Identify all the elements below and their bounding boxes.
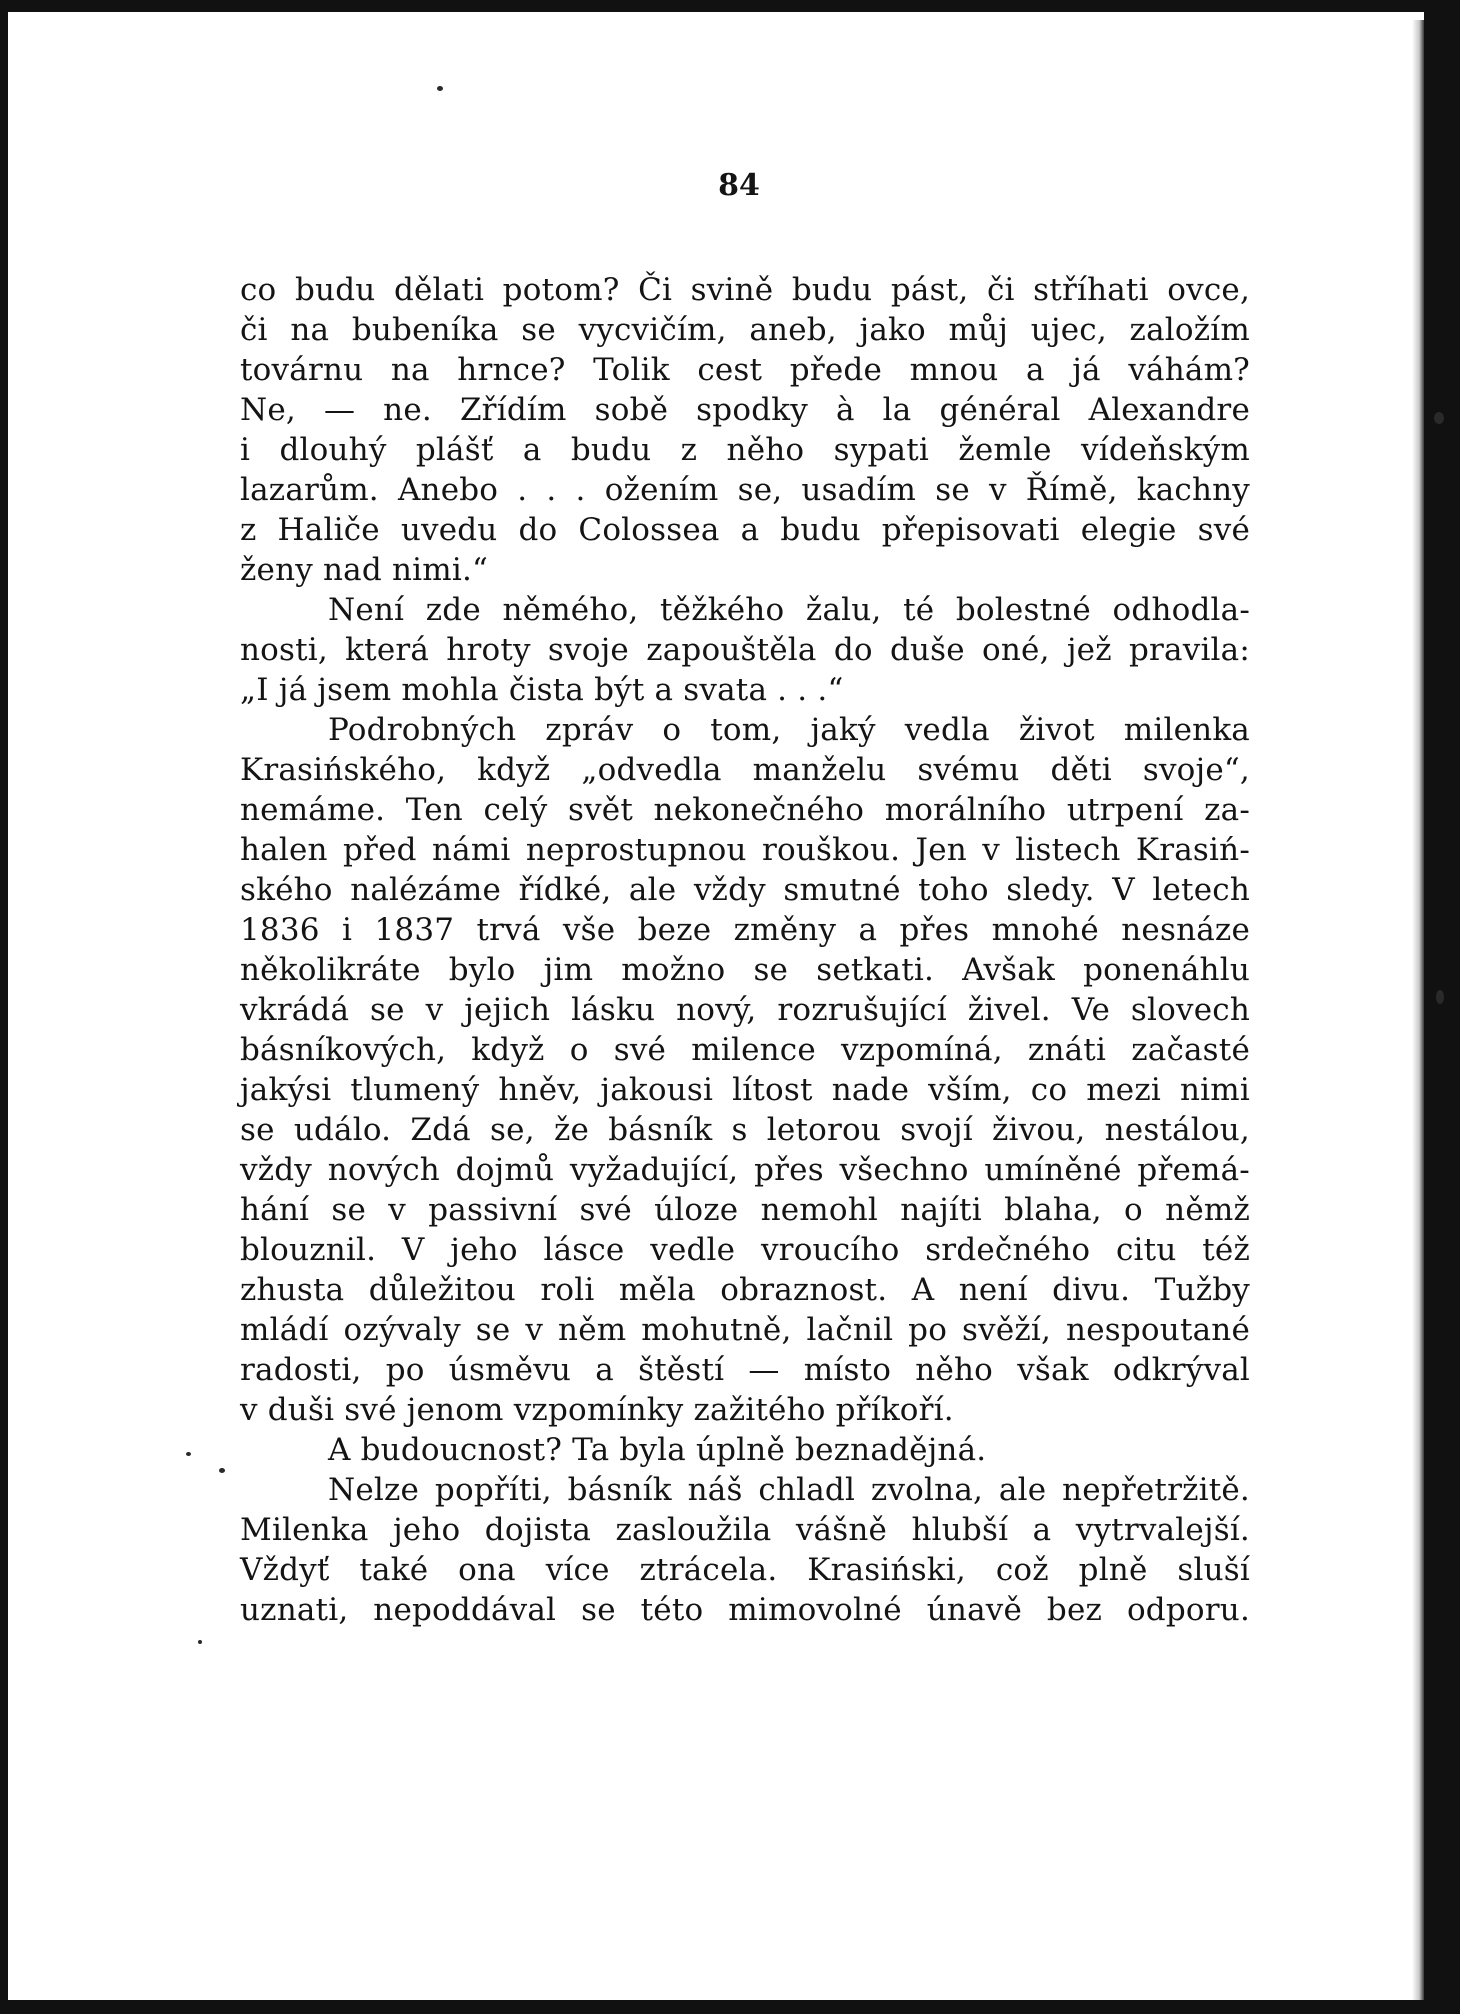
text-line: co budu dělati potom? Či svině budu pást, či stříhati ovce,: [240, 272, 1250, 308]
text-line: i dlouhý plášť a budu z něho sypati žemle vídeňským: [240, 432, 1250, 468]
scan-border-right: [1424, 0, 1460, 2014]
text-line: nosti, která hroty svoje zapouštěla do duše oné, jež pravila:: [240, 632, 1250, 668]
text-line: ského nalézáme řídké, ale vždy smutné toho sledy. V letech: [240, 872, 1250, 908]
text-line: Vždyť také ona více ztrácela. Krasiński, což plně sluší: [240, 1552, 1250, 1588]
scan-border-bottom: [0, 2000, 1460, 2014]
text-line: mládí ozývaly se v něm mohutně, lačnil po svěží, nespoutané: [240, 1312, 1250, 1348]
scan-speck: [186, 1452, 191, 1456]
text-line: několikráte bylo jim možno se setkati. Avšak ponenáhlu: [240, 952, 1250, 988]
text-line: Krasińského, když „odvedla manželu svému děti svoje“,: [240, 752, 1250, 788]
text-line: Ne, — ne. Zřídím sobě spodky à la général Alexandre: [240, 392, 1250, 428]
text-line: Není zde němého, těžkého žalu, té bolestné odhodla-: [328, 592, 1250, 628]
text-line: zhusta důležitou roli měla obraznost. A není divu. Tužby: [240, 1272, 1250, 1308]
text-line: lazarům. Anebo . . . ožením se, usadím se v Římě, kachny: [240, 472, 1250, 508]
text-line: hání se v passivní své úloze nemohl najíti blaha, o němž: [240, 1192, 1250, 1228]
text-line: „I já jsem mohla čista být a svata . . .“: [240, 672, 844, 708]
text-line: z Haliče uvedu do Colossea a budu přepisovati elegie své: [240, 512, 1250, 548]
scan-speck: [219, 1468, 225, 1473]
text-line: či na bubeníka se vycvičím, aneb, jako můj ujec, založím: [240, 312, 1250, 348]
text-line: vždy nových dojmů vyžadující, přes všechno umíněné přemá-: [240, 1152, 1250, 1188]
scan-border-left: [0, 0, 8, 2014]
text-line: jakýsi tlumený hněv, jakousi lítost nade vším, co mezi nimi: [240, 1072, 1250, 1108]
text-line: 1836 i 1837 trvá vše beze změny a přes mnohé nesnáze: [240, 912, 1250, 948]
text-line: A budoucnost? Ta byla úplně beznadějná.: [328, 1432, 987, 1468]
text-line: Nelze popříti, básník náš chladl zvolna, ale nepřetržitě.: [328, 1472, 1250, 1508]
scan-speck: [437, 86, 443, 91]
text-line: vkrádá se v jejich lásku nový, rozrušující živel. Ve slovech: [240, 992, 1250, 1028]
text-line: se událo. Zdá se, že básník s letorou svojí živou, nestálou,: [240, 1112, 1250, 1148]
text-line: básníkových, když o své milence vzpomíná, znáti začasté: [240, 1032, 1250, 1068]
text-line: továrnu na hrnce? Tolik cest přede mnou a já váhám?: [240, 352, 1250, 388]
scan-border-top: [0, 0, 1460, 12]
text-line: halen před námi neprostupnou rouškou. Jen v listech Krasiń-: [240, 832, 1250, 868]
body-text: [240, 270, 1250, 1630]
text-line: v duši své jenom vzpomínky zažitého příkoří.: [240, 1392, 954, 1428]
text-line: radosti, po úsměvu a štěstí — místo něho však odkrýval: [240, 1352, 1250, 1388]
text-line: uznati, nepoddával se této mimovolné únavě bez odporu.: [240, 1592, 1250, 1628]
text-line: Milenka jeho dojista zasloužila vášně hlubší a vytrvalejší.: [240, 1512, 1250, 1548]
scan-speck: [1434, 412, 1444, 424]
scan-speck: [198, 1640, 202, 1644]
text-line: blouznil. V jeho lásce vedle vroucího srdečného citu též: [240, 1232, 1250, 1268]
page-number: 84: [718, 168, 760, 203]
text-line: nemáme. Ten celý svět nekonečného morálního utrpení za-: [240, 792, 1250, 828]
scan-speck: [1436, 990, 1444, 1004]
text-line: ženy nad nimi.“: [240, 552, 489, 588]
text-line: Podrobných zpráv o tom, jaký vedla život milenka: [328, 712, 1250, 748]
scan-page-edge-shadow: [1412, 20, 1424, 2014]
